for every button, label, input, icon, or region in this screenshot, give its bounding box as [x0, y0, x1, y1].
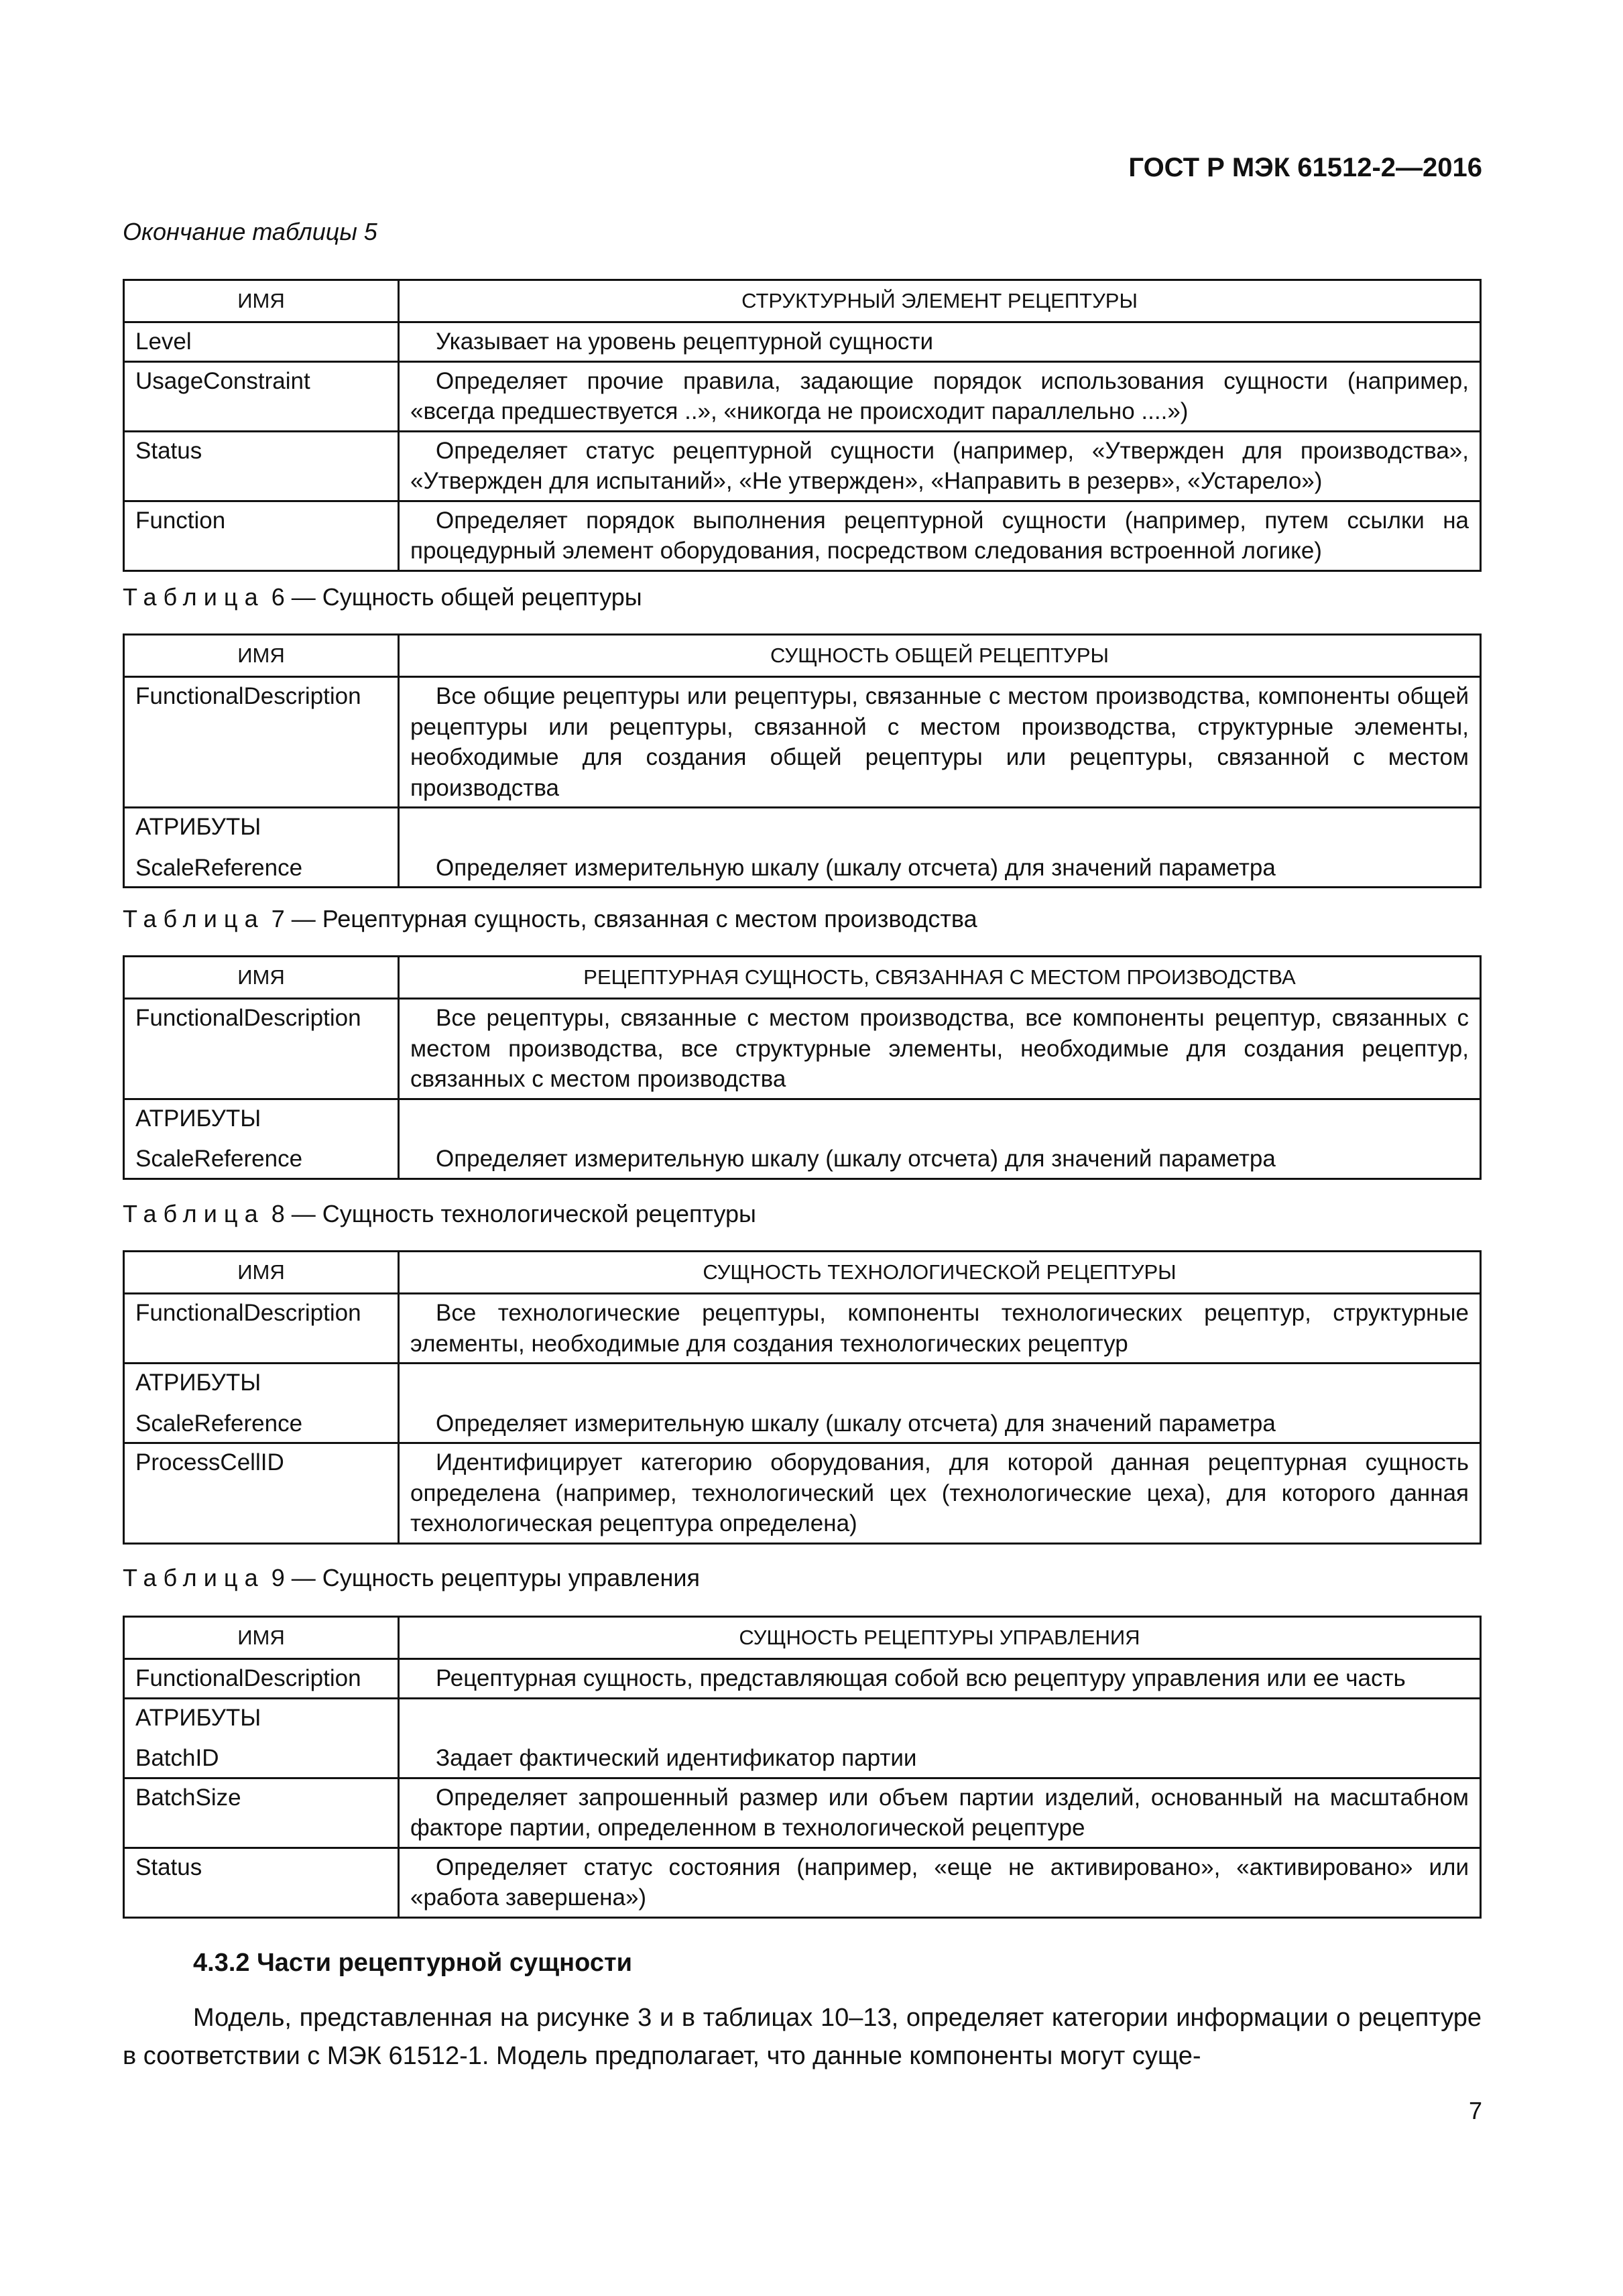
standard-designation: ГОСТ Р МЭК 61512-2—2016 — [1128, 153, 1482, 182]
row-description: Определяет измерительную шкалу (шкалу отсчета) для значений параметра — [399, 1405, 1481, 1443]
row-name: Status — [124, 431, 399, 501]
caption-word: Таблица — [123, 583, 265, 611]
empty-cell — [399, 808, 1481, 849]
row-name: ScaleReference — [124, 1140, 399, 1179]
table-row — [124, 1140, 1481, 1179]
caption-word: Таблица — [123, 905, 265, 932]
table-7 — [123, 955, 1482, 1180]
empty-cell — [399, 1364, 1481, 1405]
caption-text: 8 — Сущность технологической рецептуры — [271, 1200, 756, 1227]
row-name: FunctionalDescription — [124, 999, 399, 1099]
row-name: ProcessCellID — [124, 1443, 399, 1544]
table-header-row — [124, 280, 1481, 322]
column-header-name: ИМЯ — [124, 280, 399, 322]
page-number: 7 — [1468, 2097, 1482, 2124]
column-header-name: ИМЯ — [124, 957, 399, 999]
row-name: BatchSize — [124, 1778, 399, 1848]
section-title: 4.3.2 Части рецептурной сущности — [193, 1949, 632, 1977]
column-header-name: ИМЯ — [124, 1252, 399, 1294]
attributes-label: АТРИБУТЫ — [124, 808, 399, 849]
row-description: Все технологические рецептуры, компоненты технологических рецептур, структурные элементы, необходимые для создания технологических рецептур — [399, 1294, 1481, 1364]
table-9-caption — [123, 1564, 700, 1592]
row-name: Level — [124, 322, 399, 362]
table-header-row — [124, 1252, 1481, 1294]
attributes-label: АТРИБУТЫ — [124, 1099, 399, 1140]
table-5 — [123, 279, 1482, 572]
row-description: Задает фактический идентификатор партии — [399, 1740, 1481, 1778]
row-name: FunctionalDescription — [124, 1659, 399, 1699]
table-header-row — [124, 957, 1481, 999]
table-row — [124, 999, 1481, 1099]
row-description: Определяет прочие правила, задающие порядок использования сущности (например, «всегда предшествуется ..», «никогда не происходит параллельно ....») — [399, 361, 1481, 431]
table-7-caption — [123, 905, 977, 933]
row-name: ScaleReference — [124, 849, 399, 888]
table-9 — [123, 1616, 1482, 1919]
attributes-row — [124, 1364, 1481, 1405]
table-header-row — [124, 1617, 1481, 1659]
row-description: Определяет статус состояния (например, «еще не активировано», «активировано» или «работа завершена») — [399, 1848, 1481, 1917]
row-name: UsageConstraint — [124, 361, 399, 431]
row-name: Function — [124, 501, 399, 570]
table-header-row — [124, 635, 1481, 677]
table-row — [124, 1405, 1481, 1443]
caption-text: 7 — Рецептурная сущность, связанная с местом производства — [271, 905, 977, 932]
table-6-caption — [123, 583, 642, 611]
row-name: FunctionalDescription — [124, 677, 399, 808]
table-row — [124, 1294, 1481, 1364]
column-header-name: ИМЯ — [124, 635, 399, 677]
row-name: Status — [124, 1848, 399, 1917]
table-6 — [123, 633, 1482, 888]
row-description: Определяет измерительную шкалу (шкалу отсчета) для значений параметра — [399, 849, 1481, 888]
caption-word: Таблица — [123, 1200, 265, 1227]
table-row — [124, 1659, 1481, 1699]
row-description: Определяет запрошенный размер или объем партии изделий, основанный на масштабном факторе партии, определенном в технологической рецептуре — [399, 1778, 1481, 1848]
empty-cell — [399, 1698, 1481, 1740]
column-header-entity: РЕЦЕПТУРНАЯ СУЩНОСТЬ, СВЯЗАННАЯ С МЕСТОМ ПРОИЗВОДСТВА — [399, 957, 1481, 999]
table-row — [124, 1778, 1481, 1848]
table-8 — [123, 1250, 1482, 1545]
empty-cell — [399, 1099, 1481, 1140]
row-description: Определяет порядок выполнения рецептурной сущности (например, путем ссылки на процедурный элемент оборудования, посредством следования встроенной логике) — [399, 501, 1481, 570]
section-body-text: Модель, представленная на рисунке 3 и в таблицах 10–13, определяет категории информации о рецептуре в соответствии с МЭК 61512-1. Модель предполагает, что данные компоненты могут суще- — [123, 2004, 1482, 2070]
table-row — [124, 322, 1481, 362]
table-row — [124, 501, 1481, 570]
attributes-row — [124, 1698, 1481, 1740]
table-row — [124, 1848, 1481, 1917]
row-name: BatchID — [124, 1740, 399, 1778]
caption-word: Таблица — [123, 1564, 265, 1591]
attributes-label: АТРИБУТЫ — [124, 1698, 399, 1740]
table-row — [124, 677, 1481, 808]
row-description: Идентифицирует категорию оборудования, для которой данная рецептурная сущность определена (например, технологический цех (технологические цеха), для которого данная технологическая рецептура определена) — [399, 1443, 1481, 1544]
table-row — [124, 1443, 1481, 1544]
table-row — [124, 849, 1481, 888]
caption-text: 6 — Сущность общей рецептуры — [271, 583, 642, 611]
attributes-row — [124, 808, 1481, 849]
row-name: FunctionalDescription — [124, 1294, 399, 1364]
column-header-name: ИМЯ — [124, 1617, 399, 1659]
caption-text: 9 — Сущность рецептуры управления — [271, 1564, 701, 1591]
row-name: ScaleReference — [124, 1405, 399, 1443]
attributes-label: АТРИБУТЫ — [124, 1364, 399, 1405]
table-continuation-label: Окончание таблицы 5 — [123, 218, 377, 245]
table-row — [124, 361, 1481, 431]
row-description: Указывает на уровень рецептурной сущности — [399, 322, 1481, 362]
attributes-row — [124, 1099, 1481, 1140]
table-8-caption — [123, 1200, 756, 1228]
column-header-entity: СУЩНОСТЬ РЕЦЕПТУРЫ УПРАВЛЕНИЯ — [399, 1617, 1481, 1659]
row-description: Все рецептуры, связанные с местом производства, все компоненты рецептур, связанных с местом производства, все структурные элементы, необходимые для создания рецептур, связанных с местом производства — [399, 999, 1481, 1099]
table-row — [124, 431, 1481, 501]
column-header-entity: СУЩНОСТЬ ОБЩЕЙ РЕЦЕПТУРЫ — [399, 635, 1481, 677]
column-header-entity: СУЩНОСТЬ ТЕХНОЛОГИЧЕСКОЙ РЕЦЕПТУРЫ — [399, 1252, 1481, 1294]
column-header-element: СТРУКТУРНЫЙ ЭЛЕМЕНТ РЕЦЕПТУРЫ — [399, 280, 1481, 322]
row-description: Определяет статус рецептурной сущности (например, «Утвержден для производства», «Утвержден для испытаний», «Не утвержден», «Направить в резерв», «Устарело») — [399, 431, 1481, 501]
row-description: Все общие рецептуры или рецептуры, связанные с местом производства, компоненты общей рецептуры или рецептуры, связанной с местом производства, структурные элементы, необходимые для создания общей рецептуры или рецептуры, связанной с местом производства — [399, 677, 1481, 808]
row-description: Рецептурная сущность, представляющая собой всю рецептуру управления или ее часть — [399, 1659, 1481, 1699]
table-row — [124, 1740, 1481, 1778]
row-description: Определяет измерительную шкалу (шкалу отсчета) для значений параметра — [399, 1140, 1481, 1179]
